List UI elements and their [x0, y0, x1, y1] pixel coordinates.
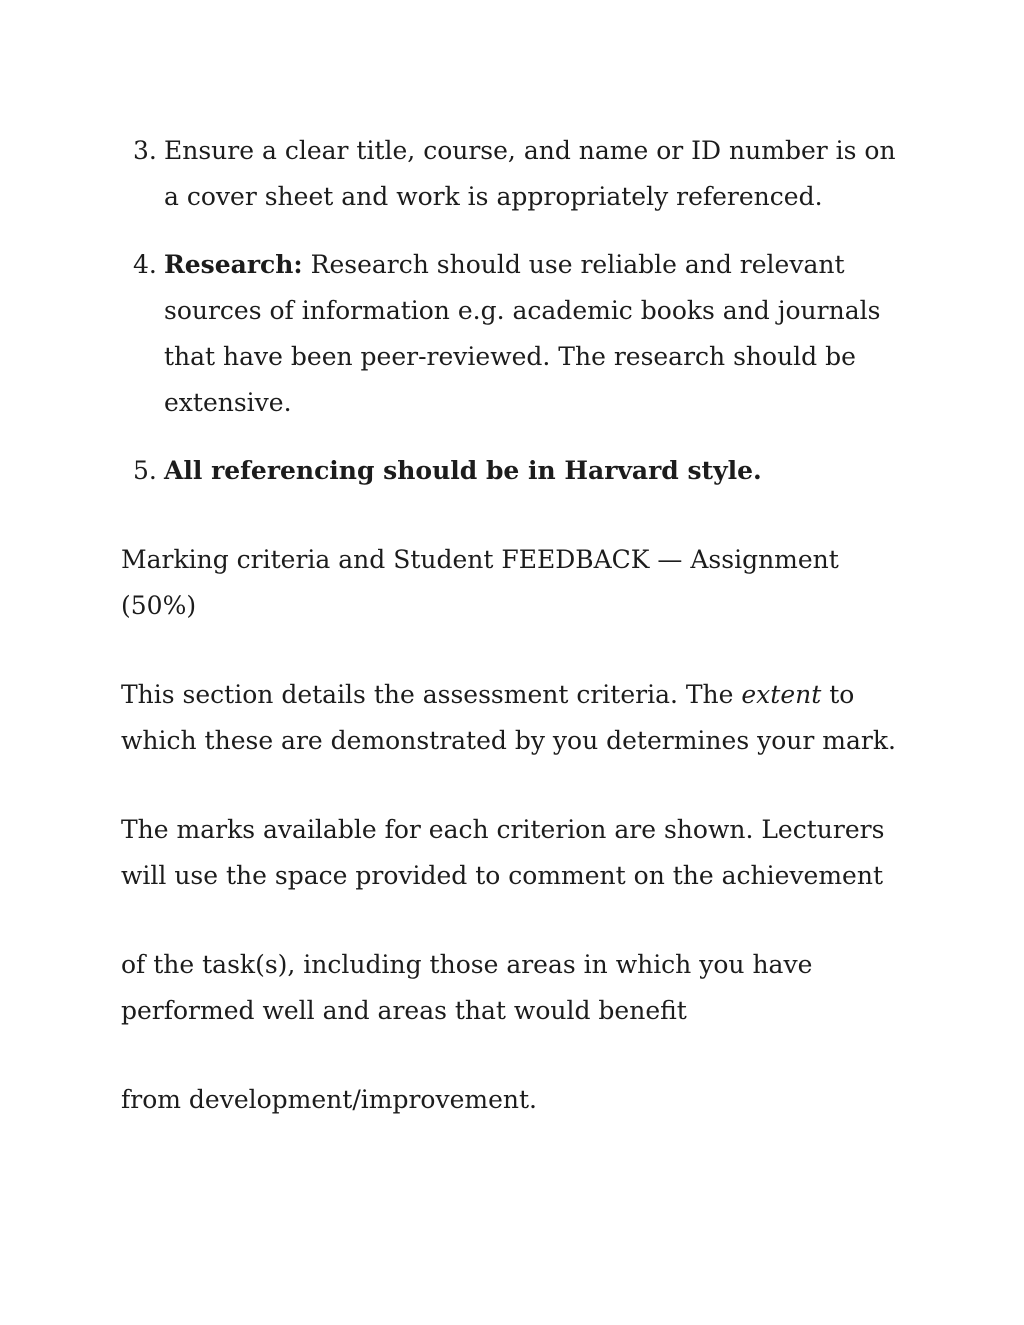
section-heading: Marking criteria and Student FEEDBACK — Assignment (50%)	[121, 545, 839, 620]
assessment-paragraph	[121, 672, 911, 764]
instructions-list	[121, 128, 911, 494]
list-item	[121, 242, 911, 426]
list-item	[121, 448, 911, 494]
list-item	[121, 128, 911, 220]
list-item-text: Research should use reliable and relevant sources of information e.g. academic books and journals that have been peer-reviewed. The research should be extensive.	[164, 250, 881, 417]
tasks-paragraph: of the task(s), including those areas in which you have performed well and areas that would benefit	[121, 950, 813, 1025]
assessment-text-after: to which these are demonstrated by you determines your mark.	[121, 680, 896, 755]
assessment-text-before: This section details the assessment criteria. The	[121, 680, 742, 709]
list-item-bold: All referencing should be in Harvard style.	[164, 456, 762, 485]
list-item-number: 5.	[133, 456, 157, 485]
list-item-text: Ensure a clear title, course, and name or ID number is on a cover sheet and work is appropriately referenced.	[164, 136, 896, 211]
list-item-number: 3.	[133, 136, 157, 165]
marks-paragraph: The marks available for each criterion are shown. Lecturers will use the space provided to comment on the achievement	[121, 815, 885, 890]
assessment-emphasis: extent	[741, 680, 822, 709]
list-item-number: 4.	[133, 250, 157, 279]
development-paragraph: from development/improvement.	[121, 1085, 537, 1114]
list-item-bold: Research:	[164, 250, 303, 279]
